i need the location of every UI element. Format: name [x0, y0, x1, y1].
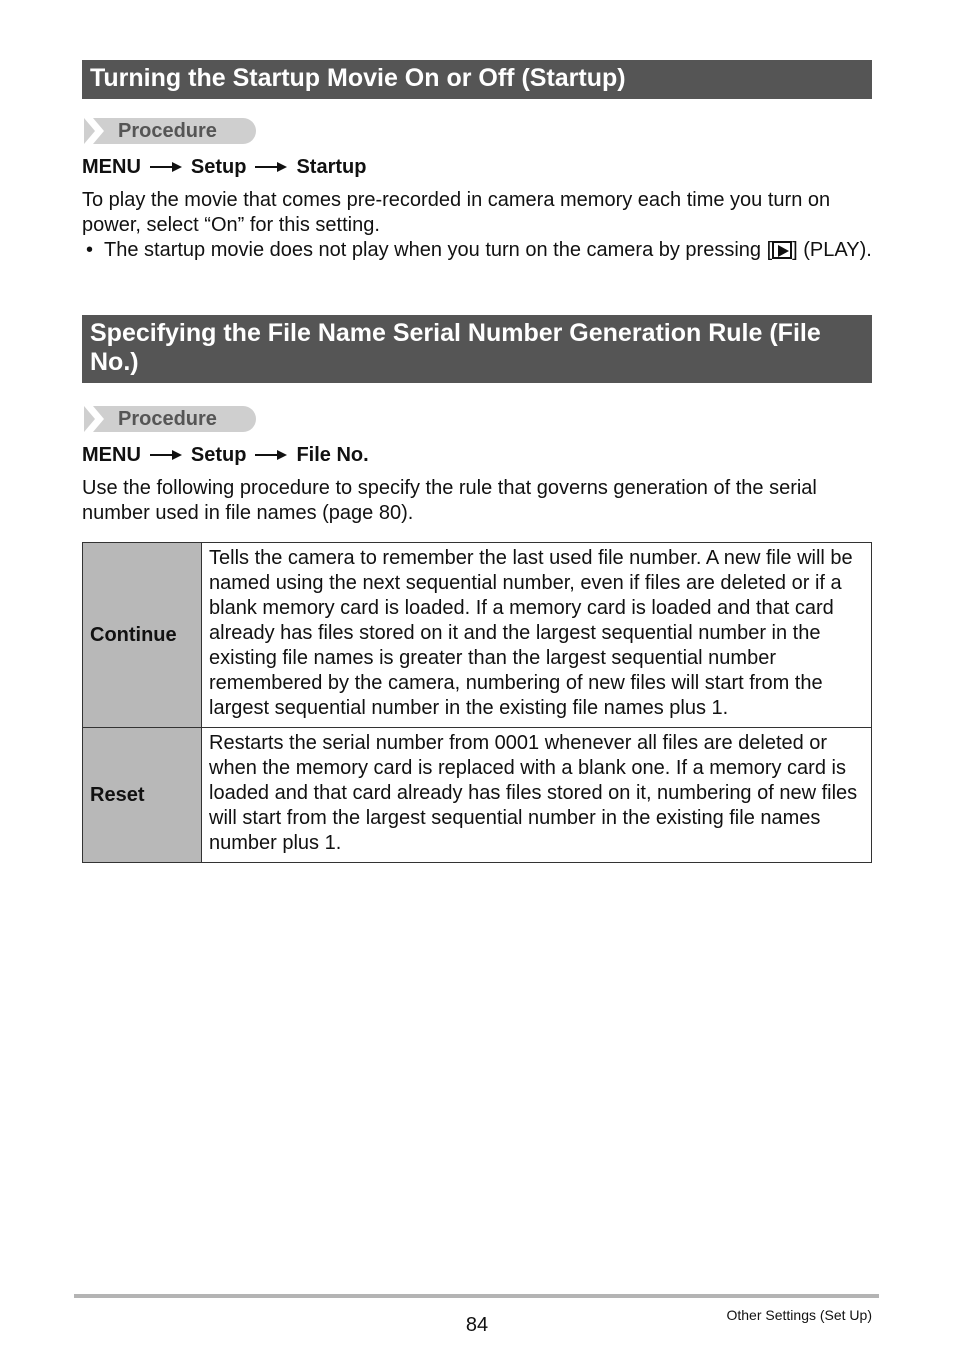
bullet-text-end: ] (PLAY).	[792, 239, 872, 261]
arrow-right-icon	[150, 161, 182, 173]
options-table	[82, 542, 872, 863]
bullet-text-start: The startup movie does not play when you turn on the camera by pressing [	[104, 239, 773, 261]
menu-step: File No.	[296, 444, 369, 466]
body-paragraph: Use the following procedure to specify the rule that governs generation of the serial number used in file names (page 80).	[82, 477, 817, 524]
option-description-cell: Tells the camera to remember the last used file number. A new file will be named using the next sequential number, even if files are deleted or if a blank memory card is loaded. If a memory card is loaded and that card already has files stored on it and the largest sequential number in the existing file names is greater than the largest sequential number remembered by the camera, numbering of new files will start from the largest sequential number in the existing file names plus 1.	[202, 543, 872, 728]
option-name-cell: Continue	[83, 543, 202, 728]
footer-divider	[74, 1294, 879, 1298]
section-title: Specifying the File Name Serial Number Generation Rule (File No.)	[90, 319, 821, 376]
procedure-label: Procedure	[118, 120, 217, 142]
menu-path	[82, 443, 369, 467]
play-button-icon	[772, 241, 792, 259]
menu-step: MENU	[82, 444, 141, 466]
menu-step: Setup	[190, 444, 247, 466]
footer-section-name: Other Settings (Set Up)	[726, 1307, 872, 1323]
section-heading-startup	[82, 60, 872, 99]
table-row	[83, 728, 872, 863]
body-paragraph: To play the movie that comes pre-recorded in camera memory each time you turn on power, select “On” for this setting.	[82, 189, 831, 236]
section-heading-file-no	[82, 315, 872, 383]
section-title: Turning the Startup Movie On or Off (Startup)	[90, 64, 626, 92]
page-number: 84	[465, 1314, 489, 1336]
procedure-label: Procedure	[118, 408, 217, 430]
arrow-right-icon	[150, 449, 182, 461]
menu-step: Startup	[296, 156, 367, 178]
menu-step: MENU	[82, 156, 141, 178]
option-description-cell: Restarts the serial number from 0001 whenever all files are deleted or when the memory card is replaced with a blank one. If a memory card is loaded and that card already has files stored on it, numbering of new files will start from the largest sequential number in the existing file names number plus 1.	[202, 728, 872, 863]
procedure-tab	[84, 118, 256, 144]
table-row	[83, 543, 872, 728]
arrow-right-icon	[255, 449, 287, 461]
procedure-tab	[84, 406, 256, 432]
bullet-text	[104, 238, 872, 263]
menu-path	[82, 155, 366, 179]
bullet-dot: •	[86, 239, 94, 261]
bullet-note	[82, 238, 872, 263]
arrow-right-icon	[255, 161, 287, 173]
menu-step: Setup	[190, 156, 247, 178]
option-name-cell: Reset	[83, 728, 202, 863]
